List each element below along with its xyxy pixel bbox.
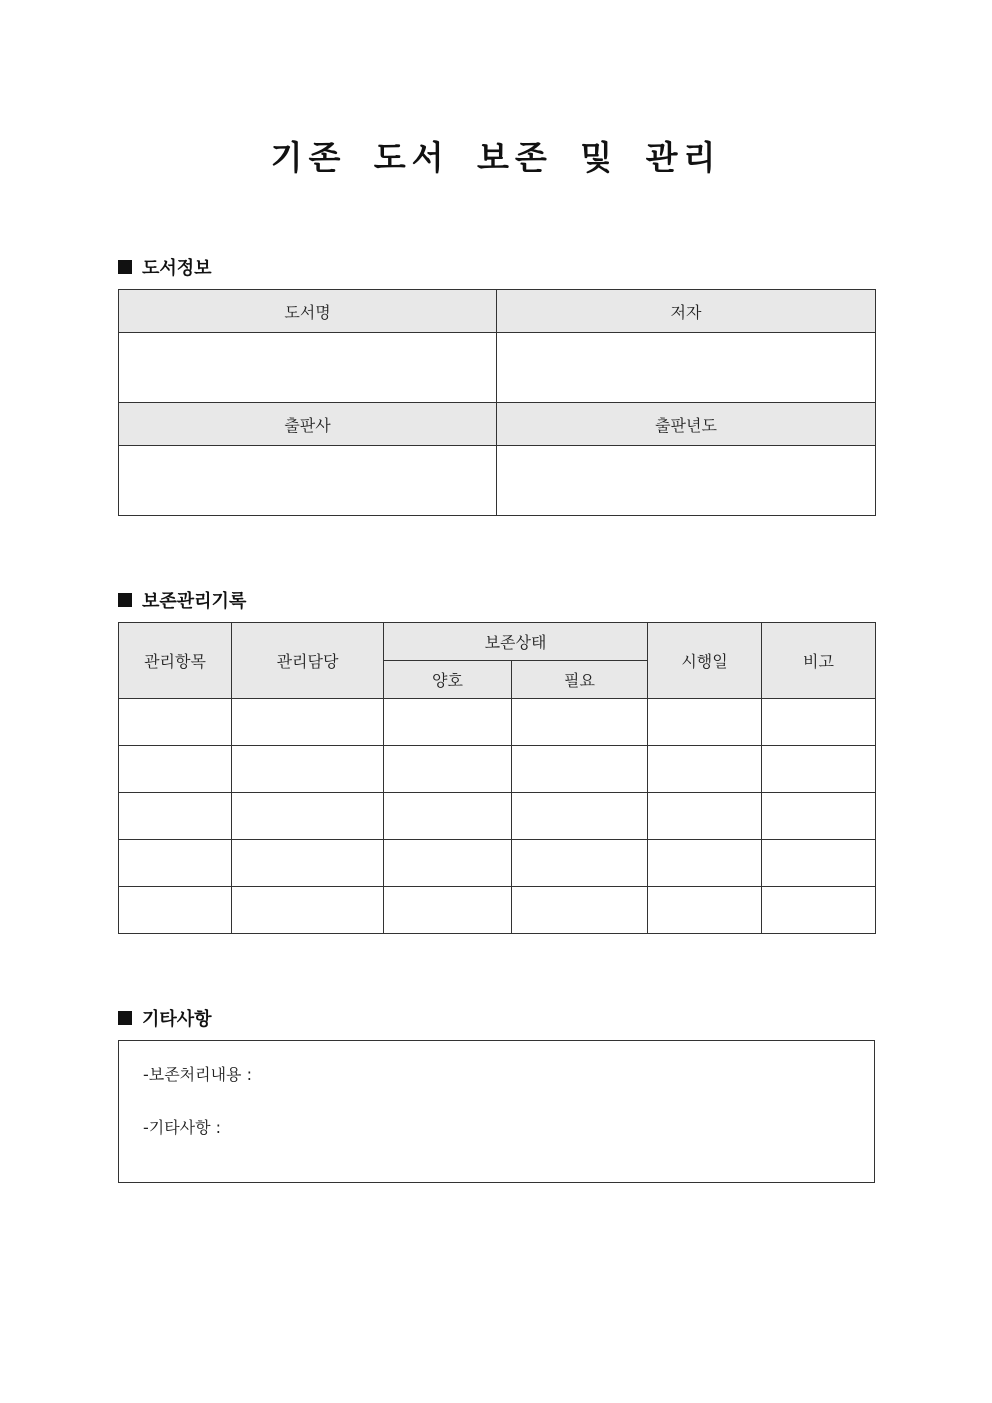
book-info-table <box>118 289 876 516</box>
table-row <box>119 746 876 793</box>
cell-item[interactable] <box>119 840 232 887</box>
cell-date[interactable] <box>648 746 762 793</box>
header-remarks: 비고 <box>762 623 876 699</box>
notes-box[interactable] <box>118 1040 875 1183</box>
header-status: 보존상태 <box>384 623 648 661</box>
section-heading-label: 보존관리기록 <box>142 591 247 612</box>
table-row <box>119 793 876 840</box>
cell-date[interactable] <box>648 699 762 746</box>
table-row <box>119 887 876 934</box>
cell-manager[interactable] <box>232 793 384 840</box>
cell-manager[interactable] <box>232 699 384 746</box>
cell-remarks[interactable] <box>762 840 876 887</box>
cell-status-needed[interactable] <box>512 887 648 934</box>
header-status-good: 양호 <box>384 661 512 699</box>
header-author: 저자 <box>497 290 876 333</box>
cell-status-good[interactable] <box>384 746 512 793</box>
cell-remarks[interactable] <box>762 793 876 840</box>
section-heading-label: 도서정보 <box>142 258 212 279</box>
square-bullet-icon <box>118 593 132 607</box>
square-bullet-icon <box>118 1011 132 1025</box>
cell-remarks[interactable] <box>762 746 876 793</box>
cell-item[interactable] <box>119 793 232 840</box>
field-author[interactable] <box>497 333 876 403</box>
header-date: 시행일 <box>648 623 762 699</box>
notes-preservation-treatment: -보존처리내용 : <box>143 1065 252 1084</box>
cell-date[interactable] <box>648 793 762 840</box>
field-publication-year[interactable] <box>497 446 876 516</box>
cell-status-needed[interactable] <box>512 840 648 887</box>
page-title: 기존 도서 보존 및 관리 <box>270 138 722 177</box>
header-title: 도서명 <box>119 290 497 333</box>
cell-item[interactable] <box>119 746 232 793</box>
cell-date[interactable] <box>648 840 762 887</box>
field-title[interactable] <box>119 333 497 403</box>
cell-status-good[interactable] <box>384 793 512 840</box>
header-status-needed: 필요 <box>512 661 648 699</box>
square-bullet-icon <box>118 260 132 274</box>
cell-manager[interactable] <box>232 840 384 887</box>
cell-status-needed[interactable] <box>512 746 648 793</box>
cell-status-good[interactable] <box>384 887 512 934</box>
section-heading-preservation-record <box>118 587 246 613</box>
table-row <box>119 699 876 746</box>
section-heading-label: 기타사항 <box>142 1009 212 1030</box>
cell-item[interactable] <box>119 699 232 746</box>
section-heading-other <box>118 1005 212 1031</box>
header-manager: 관리담당 <box>232 623 384 699</box>
table-row <box>119 840 876 887</box>
cell-manager[interactable] <box>232 887 384 934</box>
cell-remarks[interactable] <box>762 887 876 934</box>
notes-other-matters: -기타사항 : <box>143 1118 222 1137</box>
cell-date[interactable] <box>648 887 762 934</box>
preservation-record-table <box>118 622 876 934</box>
section-heading-book-info <box>118 254 212 280</box>
cell-item[interactable] <box>119 887 232 934</box>
cell-status-good[interactable] <box>384 840 512 887</box>
field-publisher[interactable] <box>119 446 497 516</box>
header-publication-year: 출판년도 <box>497 403 876 446</box>
cell-manager[interactable] <box>232 746 384 793</box>
header-publisher: 출판사 <box>119 403 497 446</box>
header-item: 관리항목 <box>119 623 232 699</box>
cell-status-needed[interactable] <box>512 793 648 840</box>
cell-status-needed[interactable] <box>512 699 648 746</box>
cell-remarks[interactable] <box>762 699 876 746</box>
cell-status-good[interactable] <box>384 699 512 746</box>
